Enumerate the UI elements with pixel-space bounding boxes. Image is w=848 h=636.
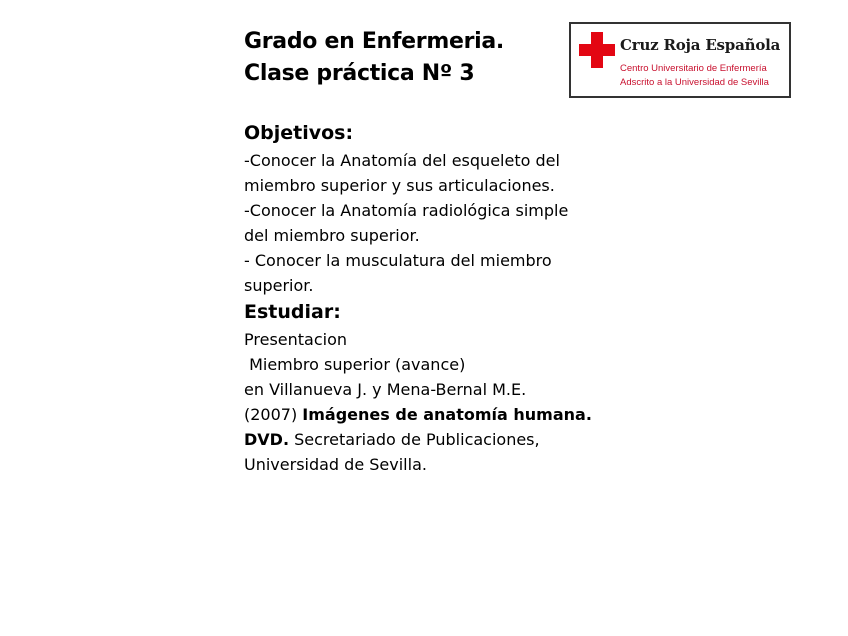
objetivo-line: del miembro superior.	[244, 226, 420, 245]
reference-line: Presentacion	[244, 330, 348, 349]
reference-text: Miembro superior (avance)	[244, 355, 466, 374]
objetivo-line: miembro superior y sus articulaciones.	[244, 176, 555, 195]
logo-subtitle-1: Centro Universitario de Enfermería	[620, 63, 767, 74]
objetivos-list	[244, 148, 604, 298]
estudiar-heading: Estudiar:	[244, 301, 341, 323]
reference-year: (2007)	[244, 405, 303, 424]
reference-line: Universidad de Sevilla.	[244, 455, 427, 474]
title-line-1: Grado en Enfermeria.	[244, 29, 504, 54]
reference-publisher: Secretariado de Publicaciones,	[289, 430, 540, 449]
objetivo-line: -Conocer la Anatomía radiológica simple	[244, 201, 569, 220]
slide-body	[244, 119, 604, 477]
logo-name: Cruz Roja Española	[620, 36, 781, 54]
estudiar-reference	[244, 327, 604, 477]
cruz-roja-logo	[569, 22, 791, 98]
reference-format: DVD.	[244, 430, 290, 449]
red-cross-icon	[579, 32, 615, 68]
reference-line: en Villanueva J. y Mena-Bernal M.E.	[244, 380, 527, 399]
objetivo-line: superior.	[244, 276, 314, 295]
objetivo-line: - Conocer la musculatura del miembro	[244, 251, 552, 270]
logo-subtitle-2: Adscrito a la Universidad de Sevilla	[620, 77, 769, 88]
reference-line	[244, 427, 604, 452]
title-line-2: Clase práctica Nº 3	[244, 61, 475, 86]
slide-title	[244, 26, 504, 90]
reference-line	[244, 402, 604, 427]
reference-line	[244, 352, 604, 377]
reference-book-title: Imágenes de anatomía humana.	[302, 405, 592, 424]
objetivos-heading: Objetivos:	[244, 122, 354, 144]
objetivo-line: -Conocer la Anatomía del esqueleto del	[244, 151, 560, 170]
